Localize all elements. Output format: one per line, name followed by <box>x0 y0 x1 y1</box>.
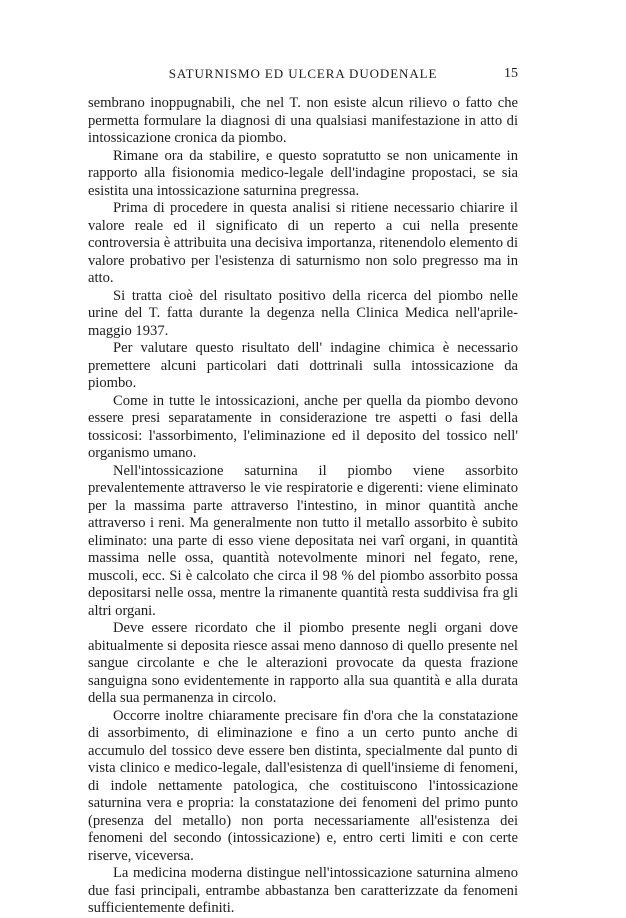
paragraph-2: Rimane ora da stabilire, e questo sopratutto se non unicamente in rapporto alla fisionomia medico-legale dell'indagine propostaci, se sia esistita una intossicazione saturnina pregressa. <box>88 147 518 199</box>
page-header <box>88 64 518 84</box>
paragraph-4: Si tratta cioè del risultato positivo della ricerca del piombo nelle urine del T. fatta durante la degenza nella Clinica Medica nell'aprile-maggio 1937. <box>88 287 518 339</box>
page-number: 15 <box>504 66 518 81</box>
paragraph-9: Occorre inoltre chiaramente precisare fin d'ora che la constatazione di assorbimento, di eliminazione e fino a un certo punto anche di accumulo del tossico deve essere ben distinta, specialmente dal punto di vista clinico e medico-legale, dall'esistenza di quell'insieme di fenomeni, di indole nettamente patologica, che costituiscono l'intossicazione saturnina vera e propria: la constatazione dei fenomeni del primo punto (presenza del metallo) non porta necessariamente all'esistenza dei fenomeni del secondo (intossicazione) e, entro certi limiti e con certe riserve, viceversa. <box>88 707 518 864</box>
running-title: SATURNISMO ED ULCERA DUODENALE <box>168 66 438 81</box>
paragraph-3: Prima di procedere in questa analisi si ritiene necessario chiarire il valore reale ed il significato di un reperto a cui nella presente controversia è attribuita una decisiva importanza, ritenendolo elemento di valore probativo per l'esistenza di saturnismo non solo pregresso ma in atto. <box>88 200 518 286</box>
paragraph-6: Come in tutte le intossicazioni, anche per quella da piombo devono essere presi separatamente in considerazione tre aspetti o fasi della tossicosi: l'assorbimento, l'eliminazione ed il deposito del tossico nell' organismo umano. <box>88 392 518 461</box>
paragraph-10: La medicina moderna distingue nell'intossicazione saturnina almeno due fasi principali, entrambe abbastanza ben caratterizzate da fenomeni sufficientemente definiti. <box>88 865 518 916</box>
paragraph-5: Per valutare questo risultato dell' indagine chimica è necessario premettere alcuni particolari dati dottrinali sulla intossicazione da piombo. <box>88 340 518 391</box>
body-text <box>88 95 518 918</box>
paragraph-7: Nell'intossicazione saturnina il piombo viene assorbito prevalentemente attraverso le vie respiratorie e digerenti: viene eliminato per la massima parte attraverso l'intestino, in minor quantità anche attraverso i reni. Ma generalmente non tutto il metallo assorbito è subito eliminato: una parte di esso viene depositata nei varî organi, in quantità massima nelle ossa, quantità notevolmente minori nel fegato, rene, muscoli, ecc. Si è calcolato che circa il 98 % del piombo assorbito possa depositarsi nelle ossa, mentre la rimanente quantità resta suddivisa fra gli altri organi. <box>88 462 518 619</box>
paragraph-8: Deve essere ricordato che il piombo presente negli organi dove abitualmente si deposita riesce assai meno dannoso di quello presente nel sangue circolante e che le alterazioni provocate da questa frazione sanguigna sono evidentemente in rapporto alla sua quantità e alla durata della sua permanenza in circolo. <box>88 620 518 706</box>
paragraph-1: sembrano inoppugnabili, che nel T. non esiste alcun rilievo o fatto che permetta formulare la diagnosi di una qualsiasi manifestazione in atto di intossicazione cronica da piombo. <box>88 95 518 146</box>
